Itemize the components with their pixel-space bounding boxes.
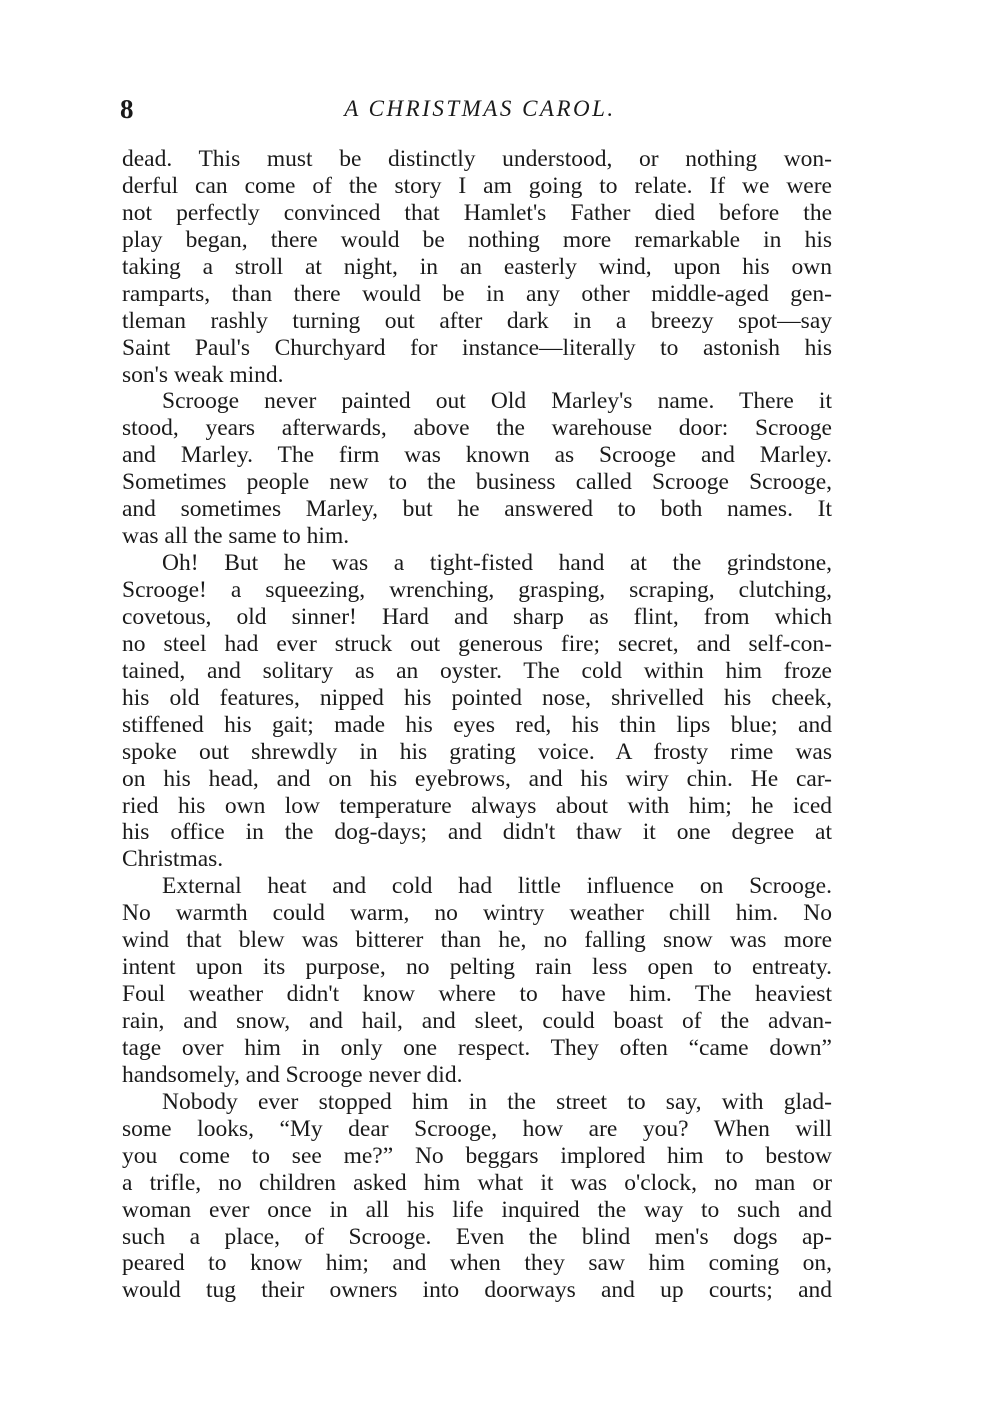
text-line: handsomely, and Scrooge never did.	[122, 1061, 463, 1088]
text-line: tage over him in only one respect. They often “came down”	[122, 1034, 832, 1061]
text-line: play began, there would be nothing more remarkable in his	[122, 226, 832, 253]
text-line: taking a stroll at night, in an easterly wind, upon his own	[122, 253, 832, 280]
text-line: and Marley. The firm was known as Scrooge and Marley.	[122, 442, 832, 469]
text-line: tained, and solitary as an oyster. The cold within him froze	[122, 657, 832, 684]
text-line: Christmas.	[122, 846, 224, 873]
text-line: you come to see me?” No beggars implored him to bestow	[122, 1142, 832, 1169]
paragraph-first-line: Scrooge never painted out Old Marley's name. There it	[162, 388, 832, 415]
text-line: on his head, and on his eyebrows, and his wiry chin. He car-	[122, 765, 832, 792]
page-number: 8	[120, 94, 134, 124]
text-line: a trifle, no children asked him what it was o'clock, no man or	[122, 1169, 832, 1196]
text-line: no steel had ever struck out generous fire; secret, and self-con-	[122, 630, 832, 657]
text-line: covetous, old sinner! Hard and sharp as flint, from which	[122, 603, 832, 630]
text-line: ried his own low temperature always about with him; he iced	[122, 792, 832, 819]
body-text	[122, 146, 832, 1304]
text-line: intent upon its purpose, no pelting rain less open to entreaty.	[122, 954, 832, 981]
text-line: stiffened his gait; made his eyes red, his thin lips blue; and	[122, 711, 832, 738]
text-line: derful can come of the story I am going to relate. If we were	[122, 172, 832, 199]
text-line: stood, years afterwards, above the warehouse door: Scrooge	[122, 415, 832, 442]
text-line: would tug their owners into doorways and up courts; and	[122, 1277, 832, 1304]
text-line: Scrooge! a squeezing, wrenching, grasping, scraping, clutching,	[122, 577, 832, 603]
text-line: Saint Paul's Churchyard for instance—literally to astonish his	[122, 334, 832, 361]
text-line: dead. This must be distinctly understood, or nothing won-	[122, 146, 832, 172]
running-head	[120, 94, 840, 134]
text-line: son's weak mind.	[122, 361, 284, 388]
text-line: was all the same to him.	[122, 523, 350, 550]
text-line: woman ever once in all his life inquired the way to such and	[122, 1196, 832, 1223]
text-line: tleman rashly turning out after dark in a breezy spot—say	[122, 307, 832, 334]
text-line: Foul weather didn't know where to have him. The heaviest	[122, 981, 832, 1008]
text-line: some looks, “My dear Scrooge, how are you? When will	[122, 1115, 832, 1142]
text-line: rain, and snow, and hail, and sleet, could boast of the advan-	[122, 1008, 832, 1034]
text-line: Sometimes people new to the business called Scrooge Scrooge,	[122, 469, 832, 496]
paragraph-first-line: Oh! But he was a tight-fisted hand at the grindstone,	[162, 550, 832, 577]
text-line: such a place, of Scrooge. Even the blind men's dogs ap-	[122, 1223, 832, 1250]
running-title: A CHRISTMAS CAROL.	[344, 96, 616, 121]
text-line: No warmth could warm, no wintry weather chill him. No	[122, 900, 832, 927]
text-line: his old features, nipped his pointed nose, shrivelled his cheek,	[122, 684, 832, 711]
text-line: ramparts, than there would be in any other middle-aged gen-	[122, 280, 832, 307]
paragraph-first-line: External heat and cold had little influence on Scrooge.	[162, 873, 832, 900]
text-line: and sometimes Marley, but he answered to both names. It	[122, 496, 832, 523]
paragraph-first-line: Nobody ever stopped him in the street to say, with glad-	[162, 1088, 832, 1115]
text-line: his office in the dog-days; and didn't thaw it one degree at	[122, 819, 832, 846]
text-line: wind that blew was bitterer than he, no falling snow was more	[122, 927, 832, 954]
text-line: not perfectly convinced that Hamlet's Father died before the	[122, 199, 832, 226]
text-line: peared to know him; and when they saw him coming on,	[122, 1250, 832, 1277]
text-line: spoke out shrewdly in his grating voice. A frosty rime was	[122, 738, 832, 765]
